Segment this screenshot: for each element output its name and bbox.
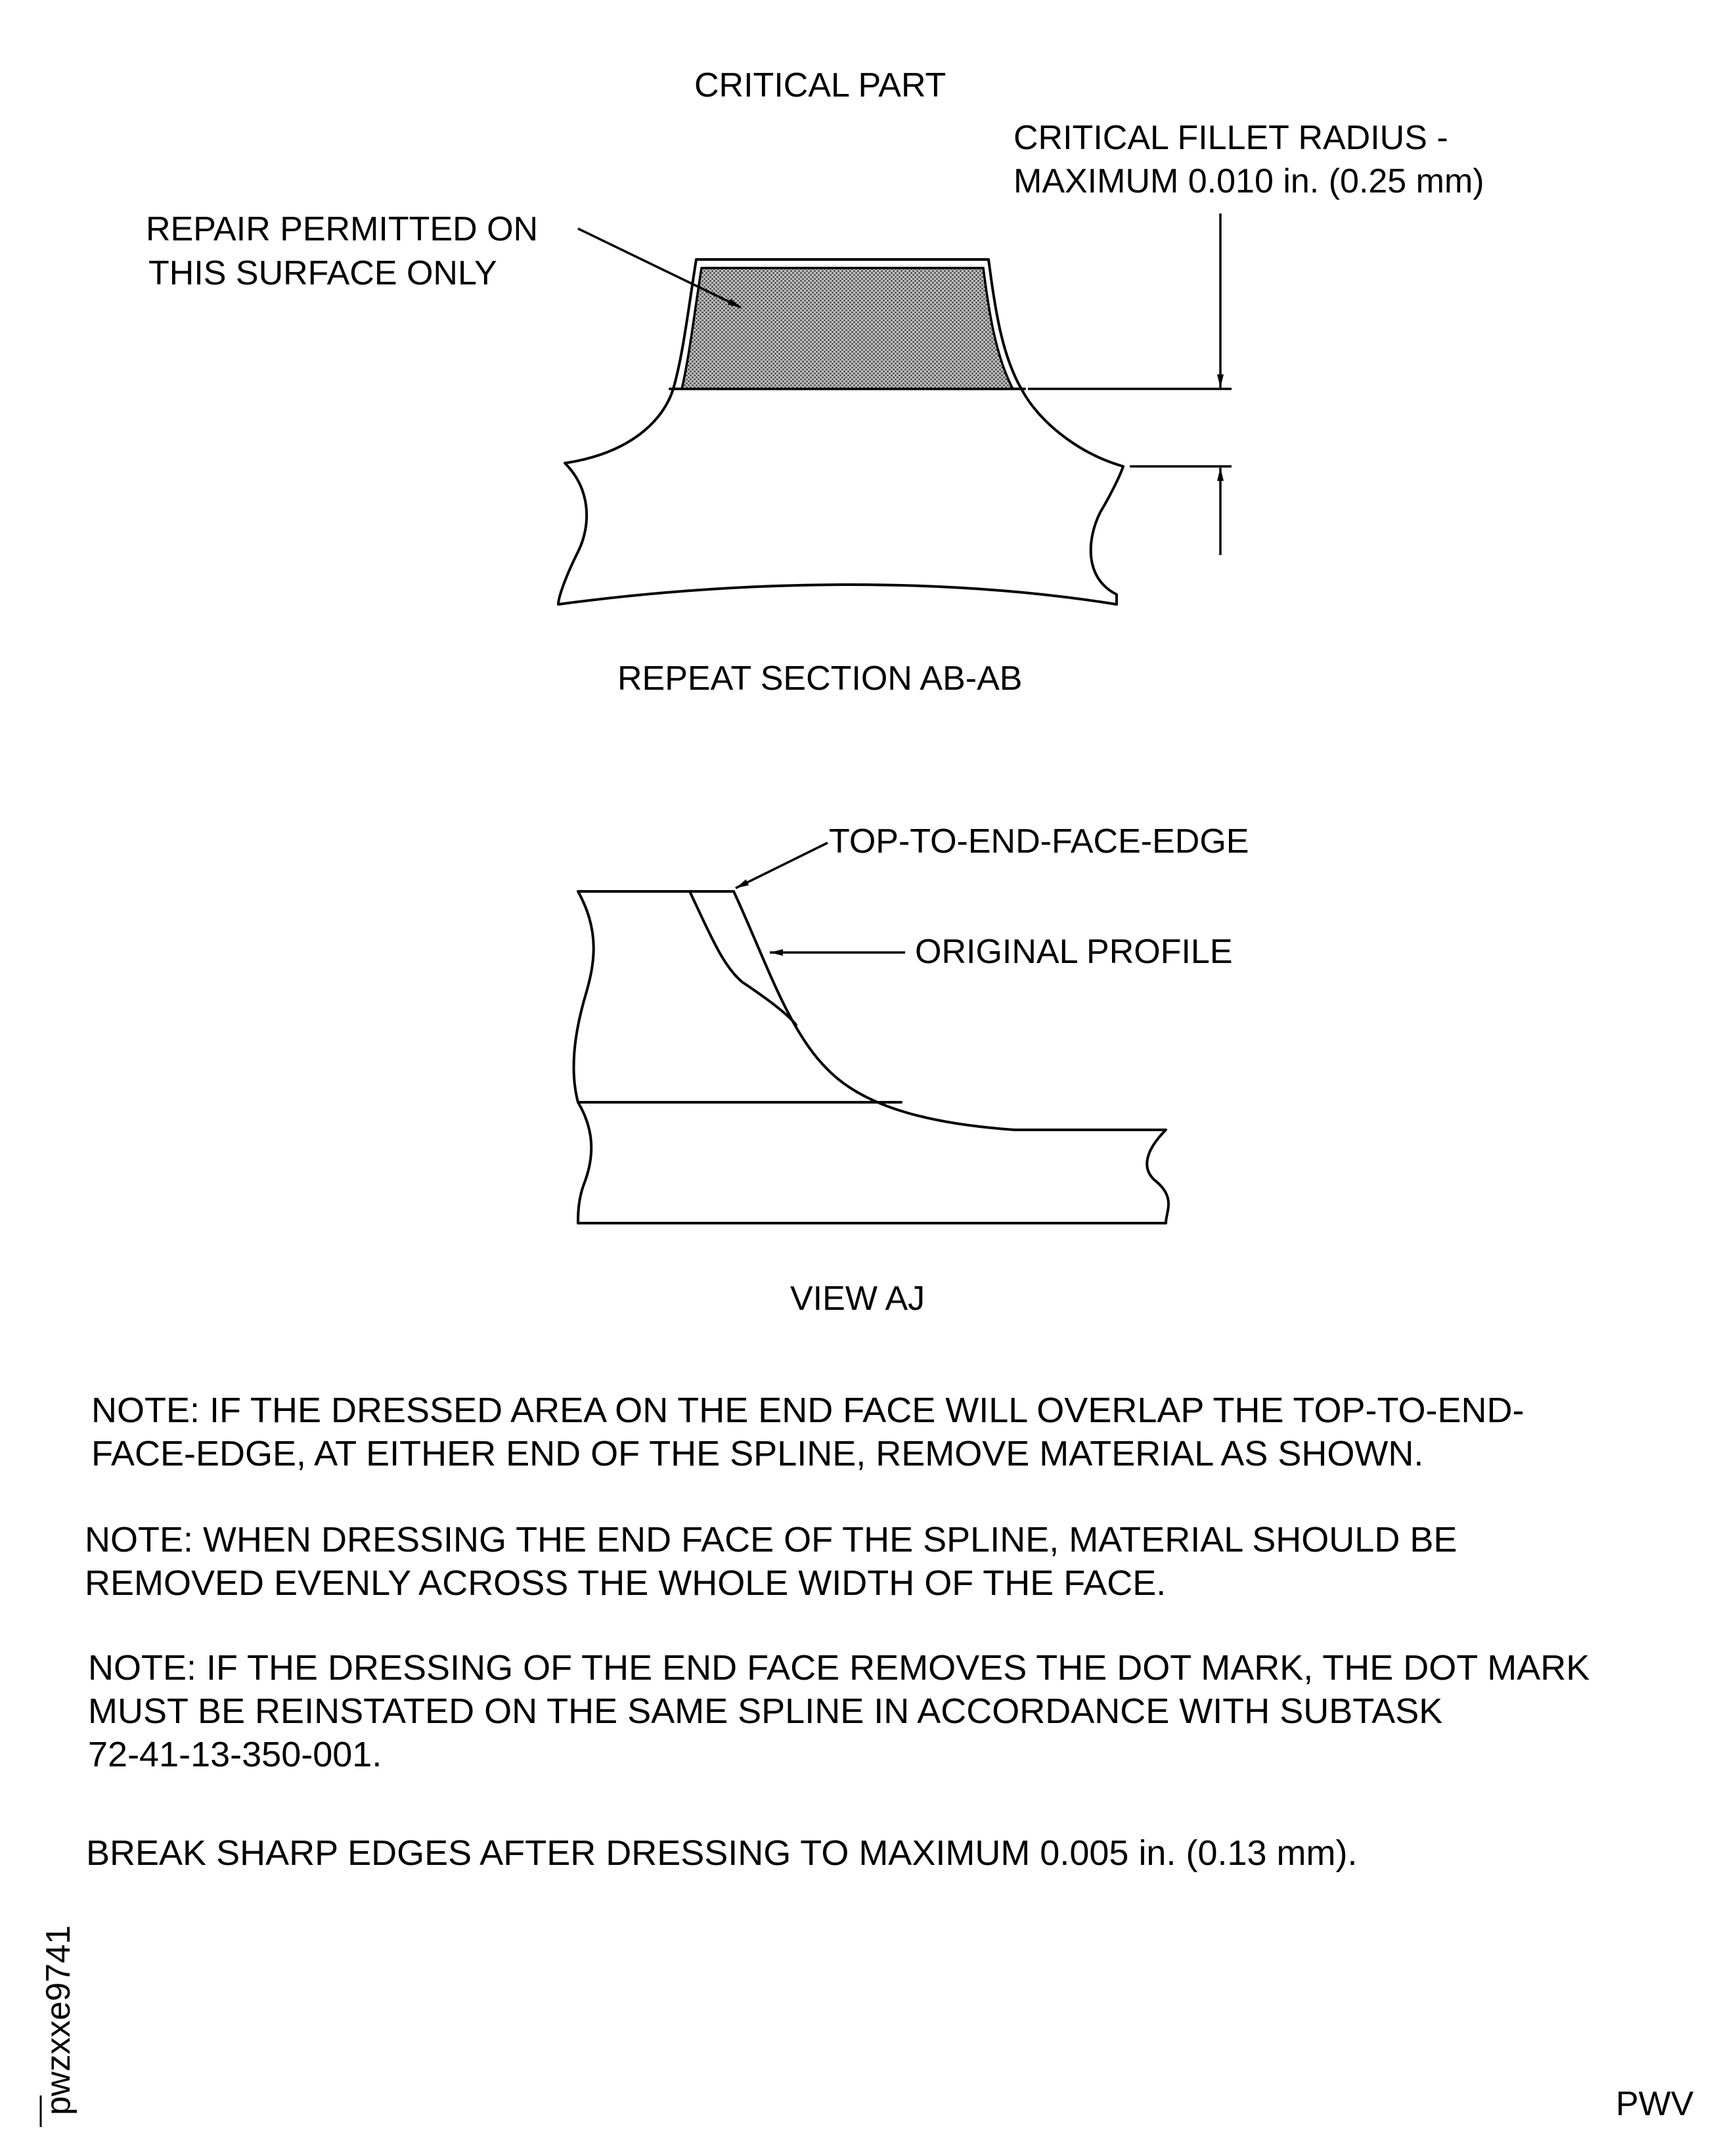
view-aj-left-break [573, 891, 593, 1223]
note-overlap: NOTE: IF THE DRESSED AREA ON THE END FACE WILL OVERLAP THE TOP-TO-END- FACE-EDGE, AT EITHER END OF THE SPLINE, REMOVE MATERIAL AS SHOWN. [91, 1391, 1525, 1473]
edge-label: TOP-TO-END-FACE-EDGE [829, 822, 1249, 861]
note-dot-mark: NOTE: IF THE DRESSING OF THE END FACE REMOVES THE DOT MARK, THE DOT MARK MUST BE REINSTATED ON THE SAME SPLINE IN ACCORDANCE WITH SUBTASK 72-41-13-350-001. [88, 1648, 1590, 1774]
profile-label: ORIGINAL PROFILE [915, 933, 1233, 971]
edge-leader-arrow [736, 843, 828, 888]
fillet-radius-label-line1: CRITICAL FILLET RADIUS - [1013, 119, 1448, 157]
repair-label-line1: REPAIR PERMITTED ON [146, 210, 539, 248]
section-ab-drawing [558, 213, 1232, 604]
original-profile-curve [734, 891, 1015, 1130]
note-even-removal: NOTE: WHEN DRESSING THE END FACE OF THE SPLINE, MATERIAL SHOULD BE REMOVED EVENLY ACROSS THE WHOLE WIDTH OF THE FACE. [85, 1520, 1458, 1603]
figure-id: pwzxxe9741 [39, 1925, 78, 2115]
repair-surface [682, 268, 1013, 389]
section-ab-base [558, 389, 1123, 604]
repair-label-line2: THIS SURFACE ONLY [148, 254, 497, 292]
fillet-radius-label-line2: MAXIMUM 0.010 in. (0.25 mm) [1013, 162, 1484, 200]
view-aj-drawing [573, 843, 1168, 1223]
critical-part-label: CRITICAL PART [694, 66, 946, 104]
note-break-edges: BREAK SHARP EDGES AFTER DRESSING TO MAXIMUM 0.005 in. (0.13 mm). [86, 1833, 1358, 1873]
view-aj-right-break [1015, 1130, 1168, 1223]
view-aj-title: VIEW AJ [790, 1280, 925, 1318]
corner-mark: PWV [1616, 2085, 1694, 2123]
section-ab-title: REPEAT SECTION AB-AB [617, 660, 1023, 698]
